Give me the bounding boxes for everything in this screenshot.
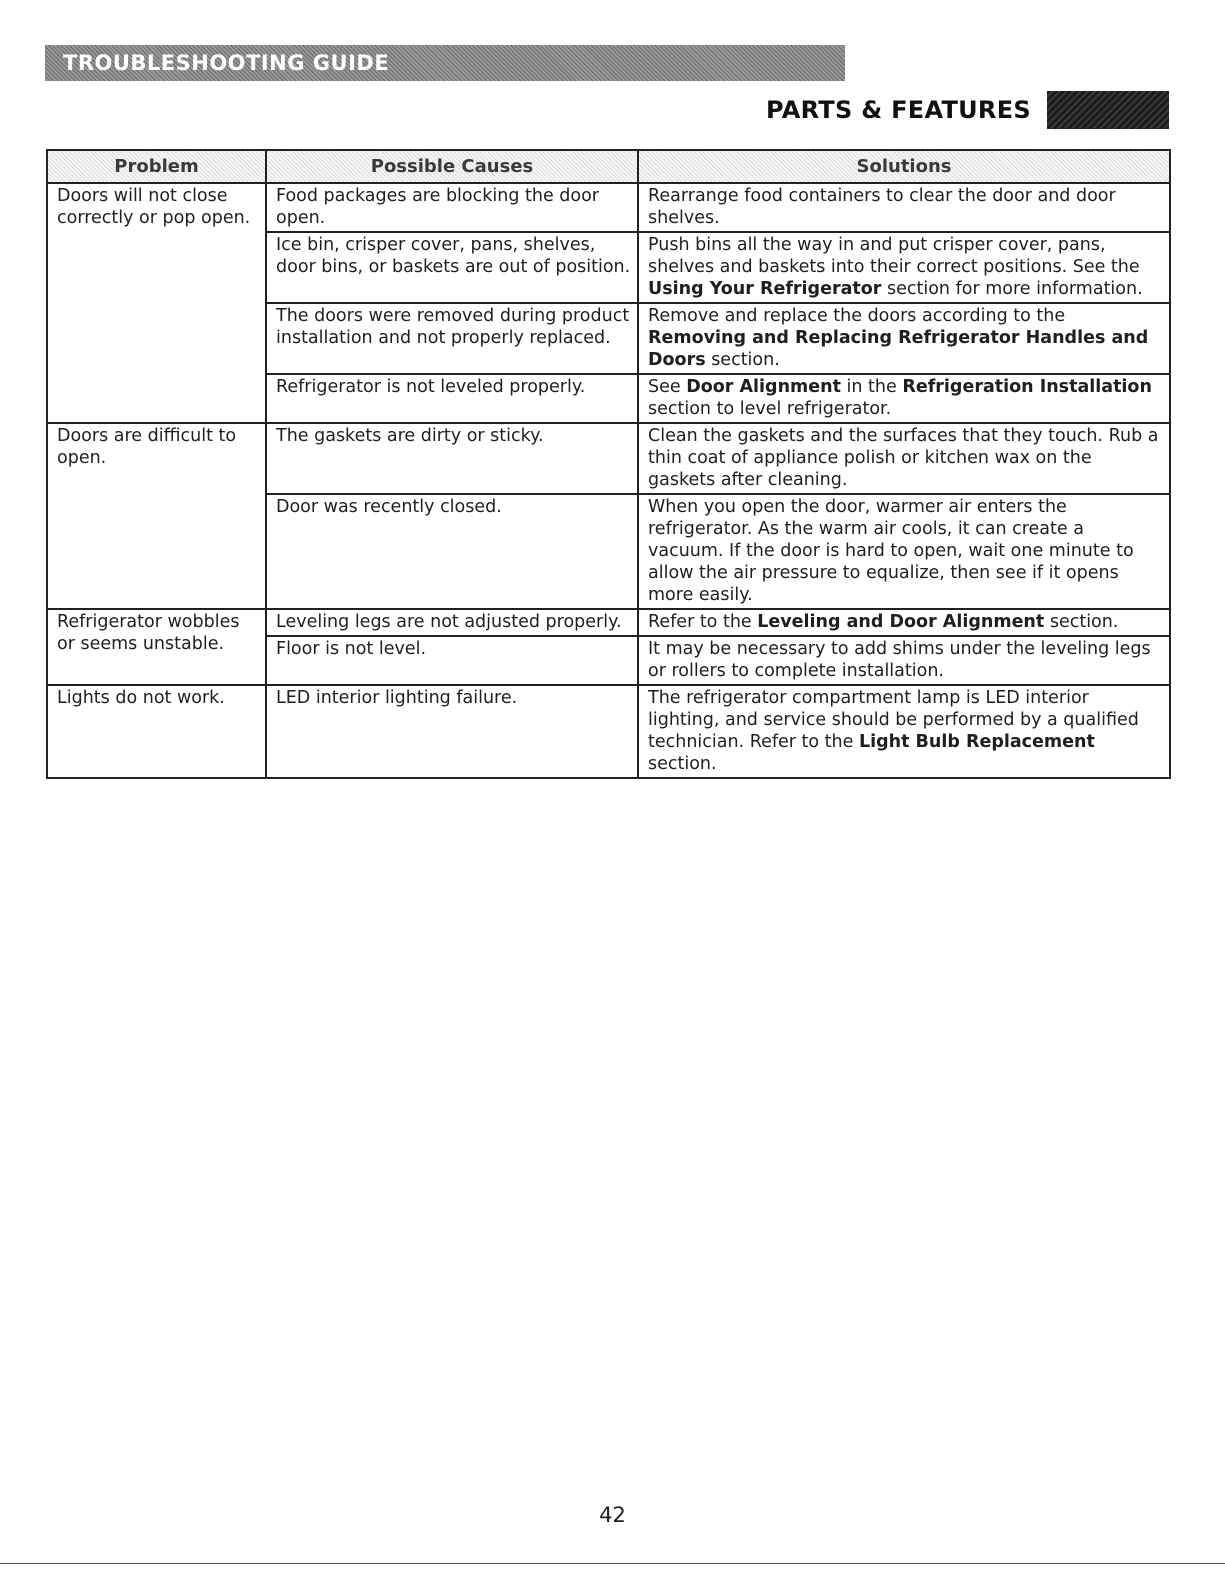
troubleshooting-table [46, 149, 1171, 779]
solution-cell [638, 303, 1170, 374]
section-title: PARTS & FEATURES [766, 96, 1031, 124]
section-reference: Refrigeration Installation [902, 377, 1152, 397]
page-number: 42 [599, 1503, 626, 1527]
section-reference: Using Your Refrigerator [648, 279, 882, 299]
table-row [47, 609, 1170, 636]
problem-cell: Doors are difficult to open. [47, 423, 266, 609]
section-reference: Light Bulb Replacement [858, 732, 1095, 752]
solution-cell [638, 636, 1170, 685]
solution-text: See [648, 377, 687, 397]
cause-cell: The doors were removed during product installation and not properly replaced. [266, 303, 638, 374]
section-banner [45, 45, 845, 81]
solution-text: section. [705, 350, 780, 370]
cause-cell: Food packages are blocking the door open. [266, 183, 638, 232]
table-row [47, 183, 1170, 232]
problem-cell: Lights do not work. [47, 685, 266, 778]
section-reference: Removing and Replacing Refrigerator Handles and Doors [648, 328, 1149, 370]
problem-cell: Refrigerator wobbles or seems unstable. [47, 609, 266, 685]
solution-text: section. [648, 754, 717, 774]
table-row [47, 685, 1170, 778]
cause-cell: Ice bin, crisper cover, pans, shelves, door bins, or baskets are out of position. [266, 232, 638, 303]
cause-cell: The gaskets are dirty or sticky. [266, 423, 638, 494]
solution-text: section. [1044, 612, 1119, 632]
table-body [47, 183, 1170, 778]
solution-cell [638, 183, 1170, 232]
table-header-row [47, 150, 1170, 183]
solution-text: Clean the gaskets and the surfaces that they touch. Rub a thin coat of appliance polish or kitchen wax on the gaskets after cleaning. [648, 426, 1159, 490]
cause-cell: Floor is not level. [266, 636, 638, 685]
section-reference: Door Alignment [686, 377, 841, 397]
cause-cell: Door was recently closed. [266, 494, 638, 609]
solution-text: The refrigerator compartment lamp is LED interior lighting, and service should be performed by a qualified technician. Refer to the [648, 688, 1139, 752]
cause-cell: LED interior lighting failure. [266, 685, 638, 778]
solution-cell [638, 494, 1170, 609]
solution-cell [638, 423, 1170, 494]
cause-cell: Leveling legs are not adjusted properly. [266, 609, 638, 636]
problem-cell: Doors will not close correctly or pop open. [47, 183, 266, 423]
solution-text: section to level refrigerator. [648, 399, 892, 419]
solution-text: section for more information. [881, 279, 1143, 299]
section-reference: Leveling and Door Alignment [757, 612, 1045, 632]
solution-text: Refer to the [648, 612, 758, 632]
cause-cell: Refrigerator is not leveled properly. [266, 374, 638, 423]
solution-text: When you open the door, warmer air enters the refrigerator. As the warm air cools, it can create a vacuum. If the door is hard to open, wait one minute to allow the air pressure to equalize, then see if it opens more easily. [648, 497, 1134, 605]
solution-cell [638, 374, 1170, 423]
table-row [47, 423, 1170, 494]
solution-text: Remove and replace the doors according to the [648, 306, 1066, 326]
solution-cell [638, 232, 1170, 303]
column-header-possible-causes: Possible Causes [266, 150, 638, 183]
solution-cell [638, 609, 1170, 636]
section-tab-marker [1047, 91, 1169, 129]
bottom-rule [0, 1563, 1225, 1564]
solution-text: Push bins all the way in and put crisper cover, pans, shelves and baskets into their correct positions. See the [648, 235, 1140, 277]
solution-text: Rearrange food containers to clear the door and door shelves. [648, 186, 1116, 228]
banner-title: TROUBLESHOOTING GUIDE [63, 51, 390, 75]
solution-text: It may be necessary to add shims under the leveling legs or rollers to complete installation. [648, 639, 1151, 681]
solution-text: in the [840, 377, 903, 397]
column-header-problem: Problem [47, 150, 266, 183]
column-header-solutions: Solutions [638, 150, 1170, 183]
solution-cell [638, 685, 1170, 778]
parts-features-header [766, 91, 1169, 129]
